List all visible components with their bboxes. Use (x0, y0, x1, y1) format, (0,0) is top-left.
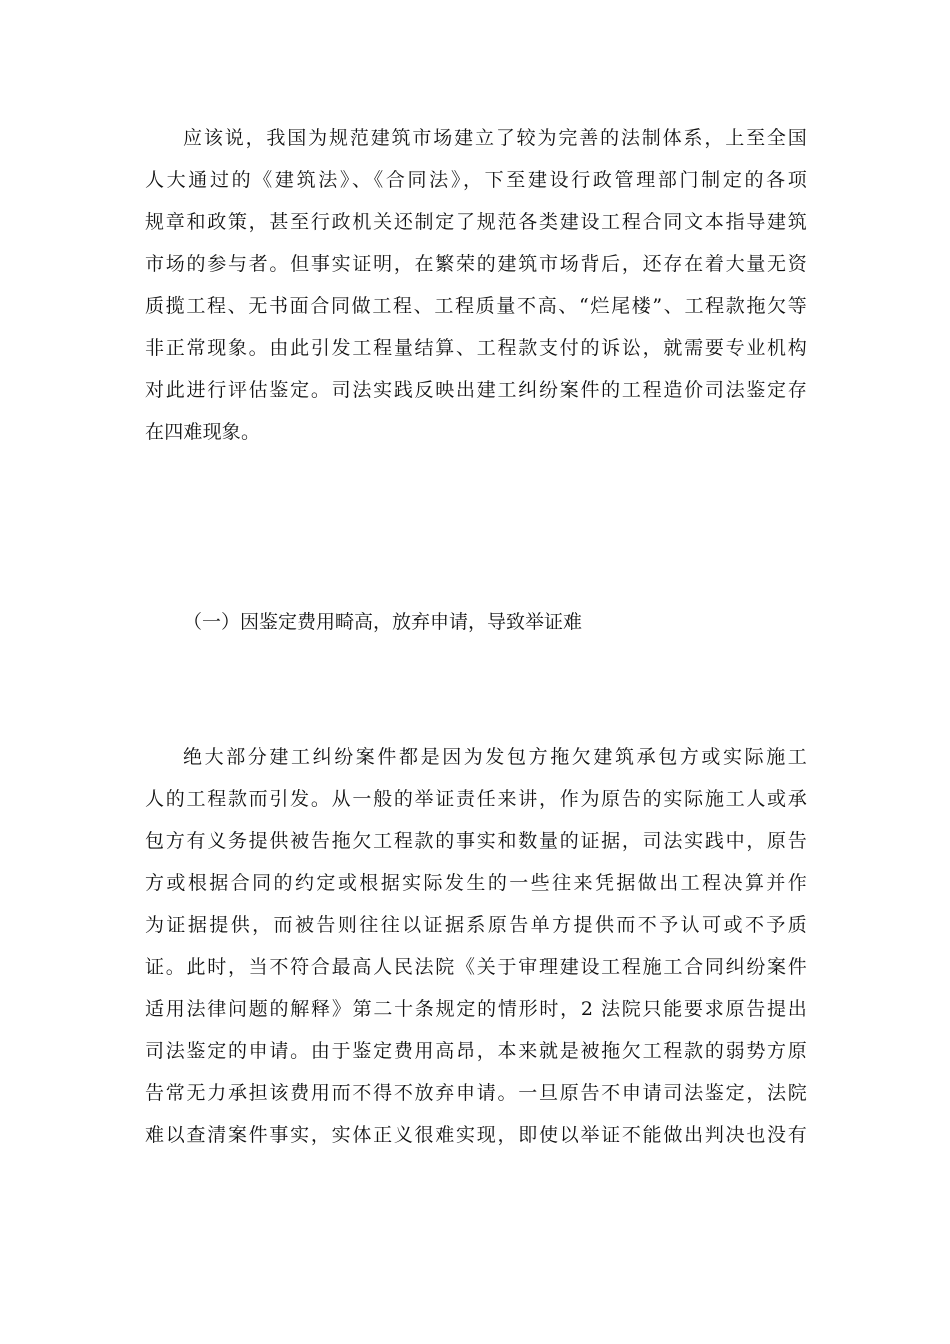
paragraph-line: 包方有义务提供被告拖欠工程款的事实和数量的证据，司法实践中，原告 (145, 830, 807, 852)
paragraph-line: 适用法律问题的解释》第二十条规定的情形时，2 法院只能要求原告提出 (145, 998, 807, 1020)
paragraph-line: 为证据提供，而被告则往往以证据系原告单方提供而不予认可或不予质 (145, 914, 807, 936)
paragraph-line: 告常无力承担该费用而不得不放弃申请。一旦原告不申请司法鉴定，法院 (145, 1082, 807, 1104)
paragraph-line: 规章和政策，甚至行政机关还制定了规范各类建设工程合同文本指导建筑 (145, 211, 807, 233)
section-heading: （一）因鉴定费用畸高，放弃申请，导致举证难 (183, 611, 583, 633)
paragraph-line: 对此进行评估鉴定。司法实践反映出建工纠纷案件的工程造价司法鉴定存 (145, 379, 807, 401)
paragraph-burden-of-proof (145, 736, 807, 1156)
paragraph-intro (145, 117, 807, 453)
paragraph-line: 证。此时，当不符合最高人民法院《关于审理建设工程施工合同纠纷案件 (145, 956, 807, 978)
paragraph-line: 人的工程款而引发。从一般的举证责任来讲，作为原告的实际施工人或承 (145, 788, 807, 810)
paragraph-line: 人大通过的《建筑法》、《合同法》，下至建设行政管理部门制定的各项 (145, 169, 807, 191)
paragraph-line: 司法鉴定的申请。由于鉴定费用高昂，本来就是被拖欠工程款的弱势方原 (145, 1040, 807, 1062)
paragraph-line: 质揽工程、无书面合同做工程、工程质量不高、“烂尾楼”、工程款拖欠等 (145, 295, 807, 317)
paragraph-line: 市场的参与者。但事实证明，在繁荣的建筑市场背后，还存在着大量无资 (145, 253, 807, 275)
paragraph-line: 应该说，我国为规范建筑市场建立了较为完善的法制体系，上至全国 (183, 127, 807, 149)
paragraph-line: 绝大部分建工纠纷案件都是因为发包方拖欠建筑承包方或实际施工 (183, 746, 807, 768)
paragraph-line: 难以查清案件事实，实体正义很难实现，即使以举证不能做出判决也没有 (145, 1124, 807, 1146)
paragraph-line: 方或根据合同的约定或根据实际发生的一些往来凭据做出工程决算并作 (145, 872, 807, 894)
paragraph-line: 在四难现象。 (145, 421, 261, 443)
paragraph-line: 非正常现象。由此引发工程量结算、工程款支付的诉讼，就需要专业机构 (145, 337, 807, 359)
